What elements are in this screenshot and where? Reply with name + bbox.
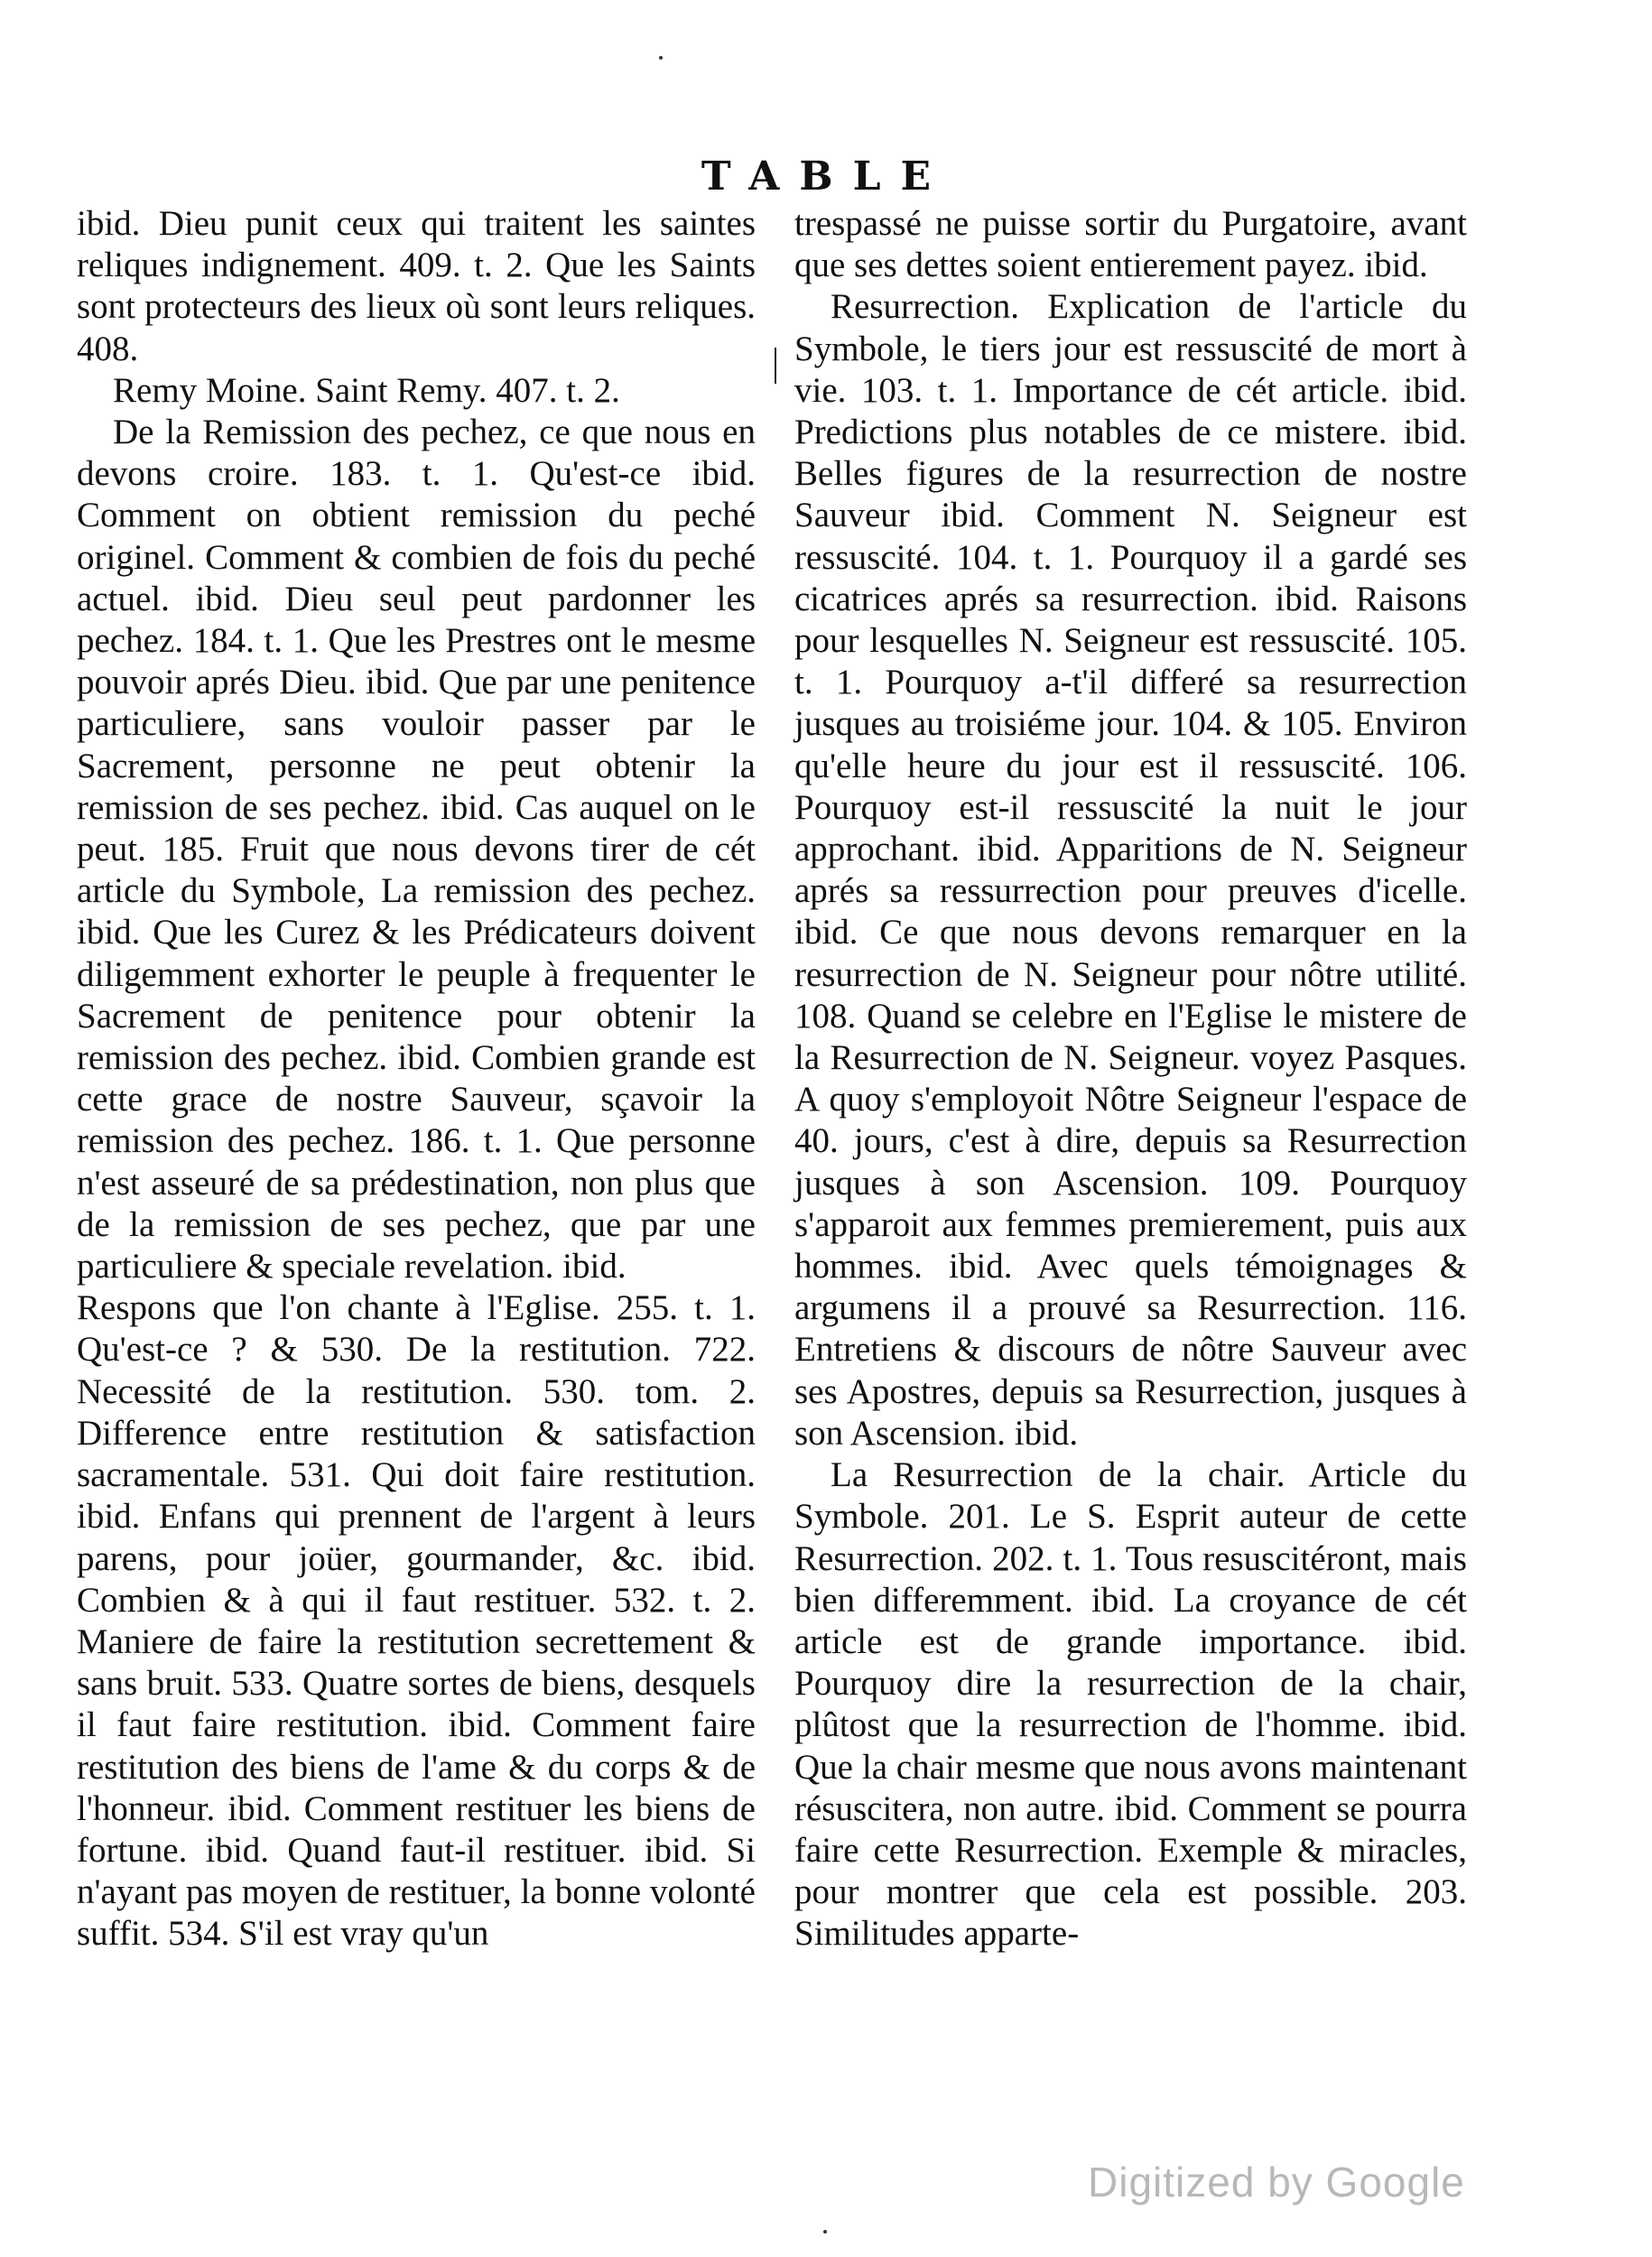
page-header-title: TABLE (701, 153, 951, 200)
right-paragraph: trespassé ne puisse sortir du Purgatoire, avant que ses dettes soient entierement payez. ibid. (794, 204, 1467, 285)
left-paragraph: De la Remission des pechez, ce que nous en devons croire. 183. t. 1. Qu'est-ce ibid. Comment on obtient remission du peché originel. Comment & combien de fois du peché actuel. ibid. Dieu seul peut pardonner les pechez. 184. t. 1. Que les Prestres ont le mesme pouvoir aprés Dieu. ibid. Que par une penitence particuliere, sans vouloir passer par le Sacrement, personne ne peut obtenir la remission de ses pechez. ibid. Cas auquel on le peut. 185. Fruit que nous devons tirer de cét article du Symbole, La remission des pechez. ibid. Que les Curez & les Prédicateurs doivent diligemment exhorter le peuple à frequenter le Sacrement de penitence pour obtenir la remission des pechez. ibid. Combien grande est cette grace de nostre Sauveur, sçavoir la remission des pechez. 186. t. 1. Que personne n'est asseuré de sa prédestination, non plus que de la remission de ses pechez, que par une particuliere & speciale revelation. ibid. (77, 413, 756, 1286)
ink-speck (659, 56, 663, 60)
left-paragraph: Remy Moine. Saint Remy. 407. t. 2. (113, 370, 620, 410)
google-watermark: Digitized by Google (1088, 2159, 1465, 2206)
right-paragraph: Resurrection. Explication de l'article du Symbole, le tiers jour est ressuscité de mort à vie. 103. t. 1. Importance de cét article. ibid. Predictions plus notables de ce mistere. ibid. Belles figures de la resurrection de nostre Sauveur ibid. Comment N. Seigneur est ressuscité. 104. t. 1. Pourquoy il a gardé ses cicatrices aprés sa resurrection. ibid. Raisons pour lesquelles N. Seigneur est ressuscité. 105. t. 1. Pourquoy a-t'il differé sa resurrection jusques au troisiéme jour. 104. & 105. Environ qu'elle heure du jour est il ressuscité. 106. Pourquoy est-il ressuscité la nuit le jour approchant. ibid. Apparitions de N. Seigneur aprés sa ressurrection pour preuves d'icelle. ibid. Ce que nous devons remarquer en la resurrection de N. Seigneur pour nôtre utilité. 108. Quand se celebre en l'Eglise le mistere de la Resurrection de N. Seigneur. voyez Pasques. A quoy s'employoit Nôtre Seigneur l'espace de 40. jours, c'est à dire, depuis sa Resurrection jusques à son Ascension. 109. Pourquoy s'apparoit aux femmes premierement, puis aux hommes. ibid. Avec quels témoignages & argumens il a prouvé sa Resurrection. 116. Entretiens & discours de nôtre Sauveur avec ses Apostres, depuis sa Resurrection, jusques à son Ascension. ibid. (794, 287, 1467, 1453)
left-column (77, 203, 756, 1955)
right-paragraph: La Resurrection de la chair. Article du Symbole. 201. Le S. Esprit auteur de cette Resurrection. 202. t. 1. Tous resuscitéront, mais bien differemment. ibid. La croyance de cét article est de grande importance. ibid. Pourquoy dire la resurrection de la chair, plûtost que la resurrection de l'homme. ibid. Que la chair mesme que nous avons maintenant résuscitera, non autre. ibid. Comment se pourra faire cette Resurrection. Exemple & miracles, pour montrer que cela est possible. 203. Similitudes apparte- (794, 1455, 1467, 1954)
right-column (794, 203, 1467, 1955)
left-paragraph: Respons que l'on chante à l'Eglise. 255. t. 1. Qu'est-ce ? & 530. De la restitution. 722. Necessité de la restitution. 530. tom. 2. Difference entre restitution & satisfaction sacramentale. 531. Qui doit faire restitution. ibid. Enfans qui prennent de l'argent à leurs parens, pour joüer, gourmander, &c. ibid. Combien & à qui il faut restituer. 532. t. 2. Maniere de faire la restitution secrettement & sans bruit. 533. Quatre sortes de biens, desquels il faut faire restitution. ibid. Comment faire restitution des biens de l'ame & du corps & de l'honneur. ibid. Comment restituer les biens de fortune. ibid. Quand faut-il restituer. ibid. Si n'ayant pas moyen de restituer, la bonne volonté suffit. 534. S'il est vray qu'un (77, 1288, 756, 1954)
ink-speck (823, 2230, 827, 2234)
left-paragraph: ibid. Dieu punit ceux qui traitent les saintes reliques indignement. 409. t. 2. Que les Saints sont protecteurs des lieux où sont leurs reliques. 408. (77, 204, 756, 368)
column-divider (775, 348, 776, 384)
